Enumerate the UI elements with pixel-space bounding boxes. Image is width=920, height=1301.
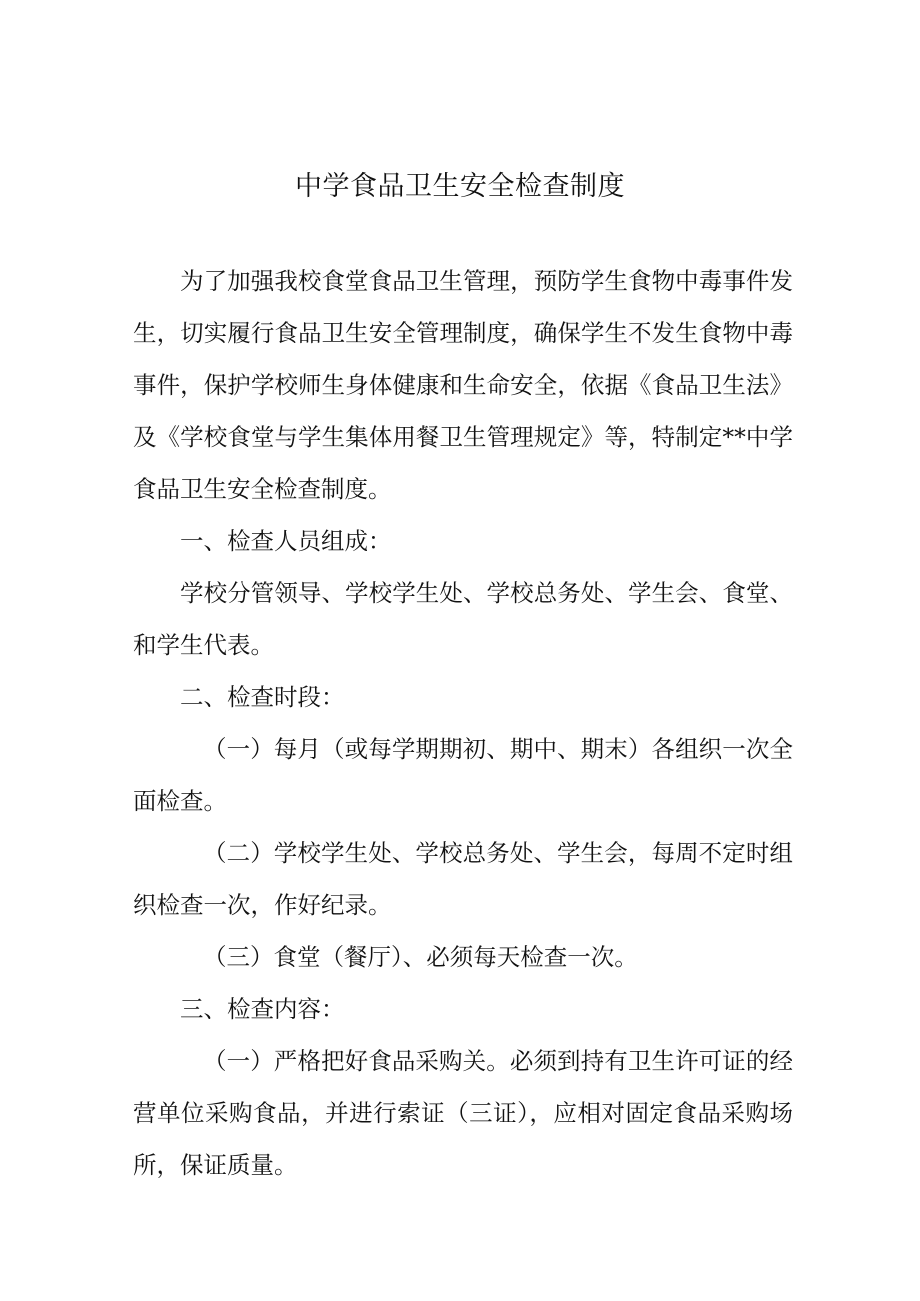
schedule-item-3: （三）食堂（餐厅）、必须每天检查一次。 xyxy=(203,943,638,971)
section-heading-content: 三、检查内容： xyxy=(180,995,345,1023)
document-title: 中学食品卫生安全检查制度 xyxy=(295,171,625,202)
intro-paragraph: 为了加强我校食堂食品卫生管理，预防学生食物中毒事件发生，切实履行食品卫生安全管理制度，确保学生不发生食物中毒事件，保护学校师生身体健康和生命安全，依据《食品卫生法》及《学校食堂与学生集体用餐卫生管理规定》等，特制定**中学食品卫生安全检查制度。 xyxy=(133,267,793,503)
section-heading-personnel: 一、检查人员组成： xyxy=(180,527,392,555)
schedule-item-1: （一）每月（或每学期期初、期中、期末）各组织一次全面检查。 xyxy=(133,735,793,815)
document-body xyxy=(133,255,793,1191)
personnel-paragraph: 学校分管领导、学校学生处、学校总务处、学生会、食堂、和学生代表。 xyxy=(133,579,793,659)
schedule-item-2: （二）学校学生处、学校总务处、学生会，每周不定时组织检查一次，作好纪录。 xyxy=(133,839,793,919)
section-heading-schedule: 二、检查时段： xyxy=(180,683,345,711)
content-item-1: （一）严格把好食品采购关。必须到持有卫生许可证的经营单位采购食品，并进行索证（三证），应相对固定食品采购场所，保证质量。 xyxy=(133,1047,793,1179)
